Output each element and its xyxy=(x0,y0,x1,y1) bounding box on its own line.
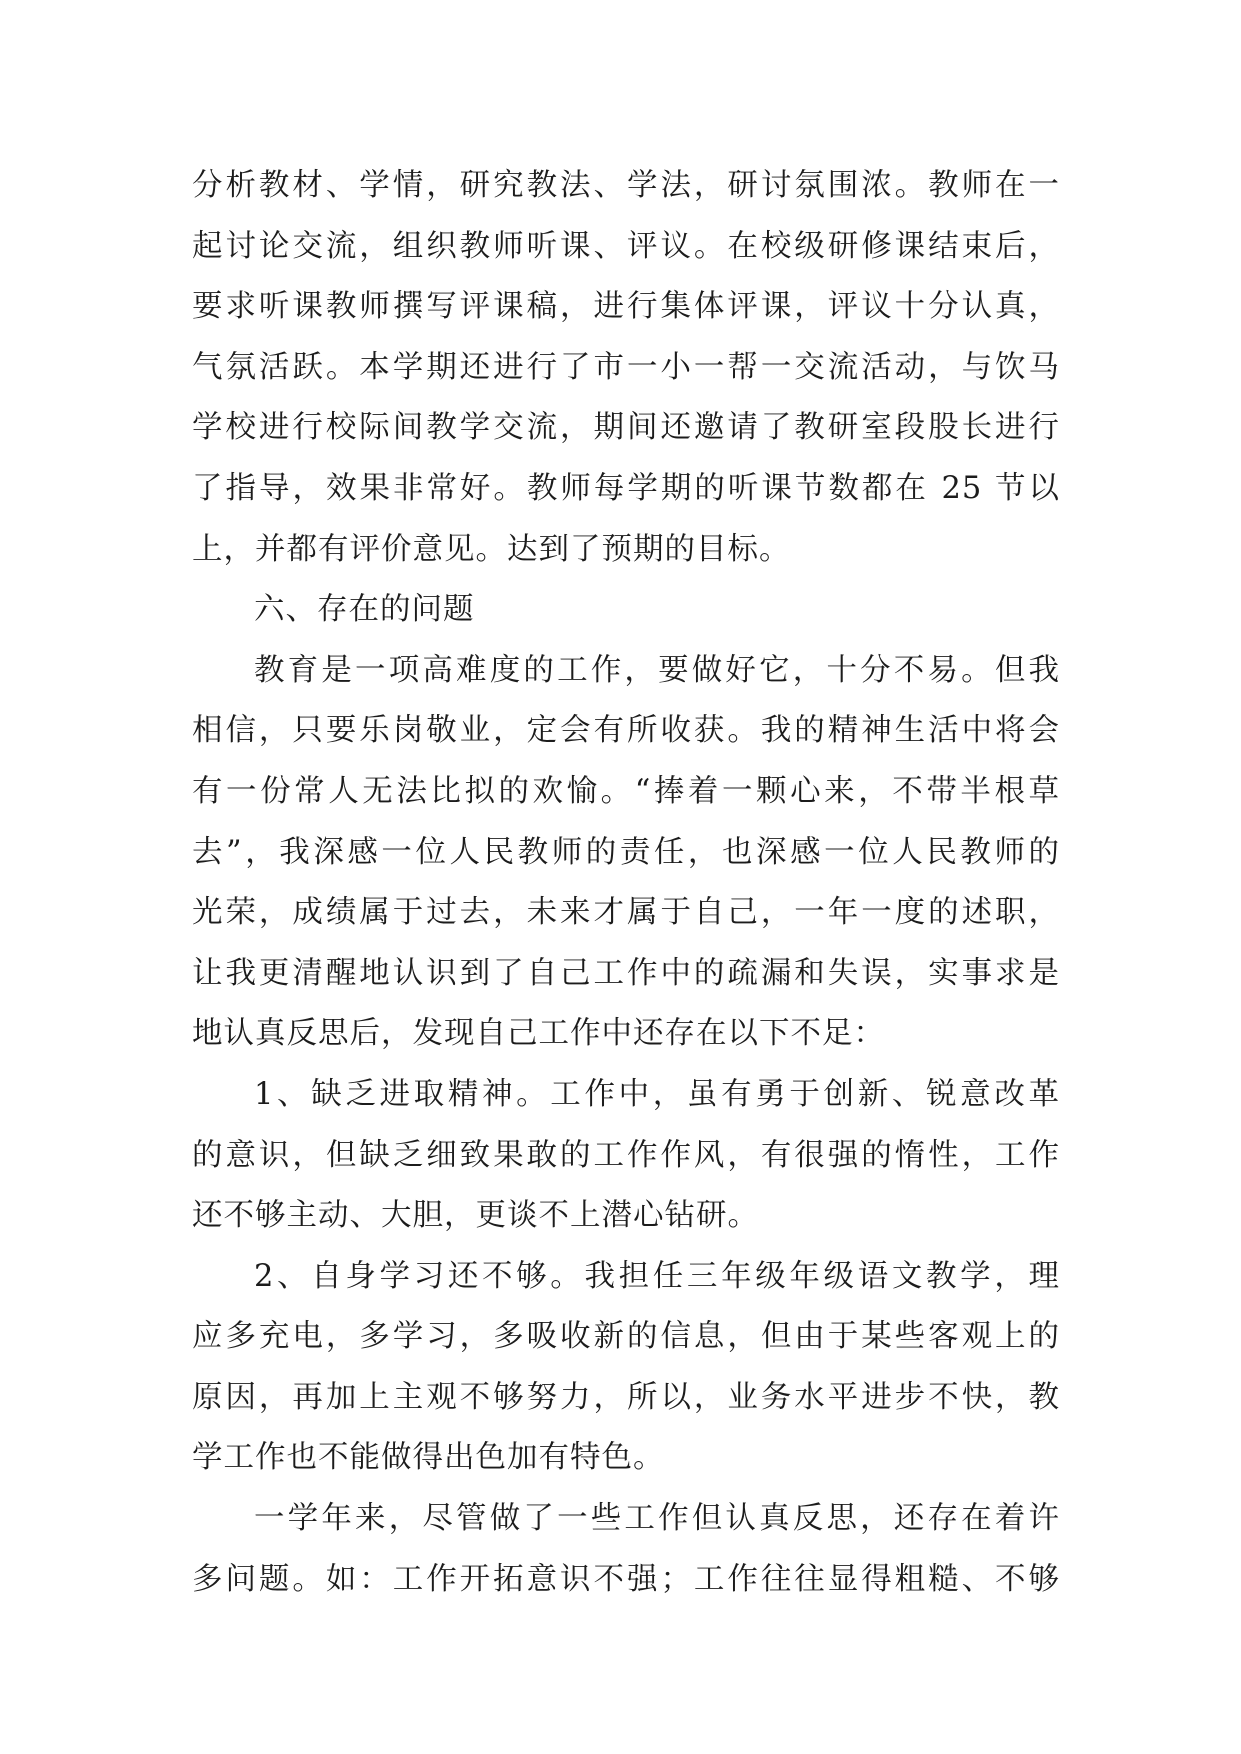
text-line: 气氛活跃。本学期还进行了市一小一帮一交流活动，与饮马 xyxy=(192,349,1060,385)
text-line: 让我更清醒地认识到了自己工作中的疏漏和失误，实事求是 xyxy=(192,955,1060,991)
text-line: 光荣，成绩属于过去，未来才属于自己，一年一度的述职， xyxy=(192,895,1060,931)
text-line: 六、存在的问题 xyxy=(254,592,475,628)
text-line: 应多充电，多学习，多吸收新的信息，但由于某些客观上的 xyxy=(192,1319,1060,1355)
text-line: 1、缺乏进取精神。工作中，虽有勇于创新、锐意改革 xyxy=(254,1076,1060,1112)
text-line: 2、自身学习还不够。我担任三年级年级语文教学，理 xyxy=(254,1258,1060,1294)
text-line: 相信，只要乐岗敬业，定会有所收获。我的精神生活中将会 xyxy=(192,713,1060,749)
text-line: 去”，我深感一位人民教师的责任，也深感一位人民教师的 xyxy=(192,834,1060,870)
text-line: 的意识，但缺乏细致果敢的工作作风，有很强的惰性，工作 xyxy=(192,1137,1060,1173)
text-line: 上，并都有评价意见。达到了预期的目标。 xyxy=(192,531,791,567)
text-line: 起讨论交流，组织教师听课、评议。在校级研修课结束后， xyxy=(192,228,1060,264)
text-line: 学校进行校际间教学交流，期间还邀请了教研室段股长进行 xyxy=(192,410,1060,446)
text-line: 地认真反思后，发现自己工作中还存在以下不足： xyxy=(192,1016,885,1052)
document-body xyxy=(192,156,1060,1610)
text-line: 有一份常人无法比拟的欢愉。“捧着一颗心来，不带半根草 xyxy=(192,773,1060,809)
text-line: 原因，再加上主观不够努力，所以，业务水平进步不快，教 xyxy=(192,1379,1060,1415)
text-line: 分析教材、学情，研究教法、学法，研讨氛围浓。教师在一 xyxy=(192,168,1060,203)
text-line: 教育是一项高难度的工作，要做好它，十分不易。但我 xyxy=(254,652,1060,688)
text-line: 一学年来，尽管做了一些工作但认真反思，还存在着许 xyxy=(254,1501,1060,1537)
text-line: 了指导，效果非常好。教师每学期的听课节数都在 25 节以 xyxy=(192,470,1060,506)
text-line: 还不够主动、大胆，更谈不上潜心钻研。 xyxy=(192,1198,759,1234)
text-line: 多问题。如：工作开拓意识不强；工作往往显得粗糙、不够 xyxy=(192,1561,1060,1597)
text-line: 学工作也不能做得出色加有特色。 xyxy=(192,1440,665,1476)
text-line: 要求听课教师撰写评课稿，进行集体评课，评议十分认真， xyxy=(192,289,1060,325)
